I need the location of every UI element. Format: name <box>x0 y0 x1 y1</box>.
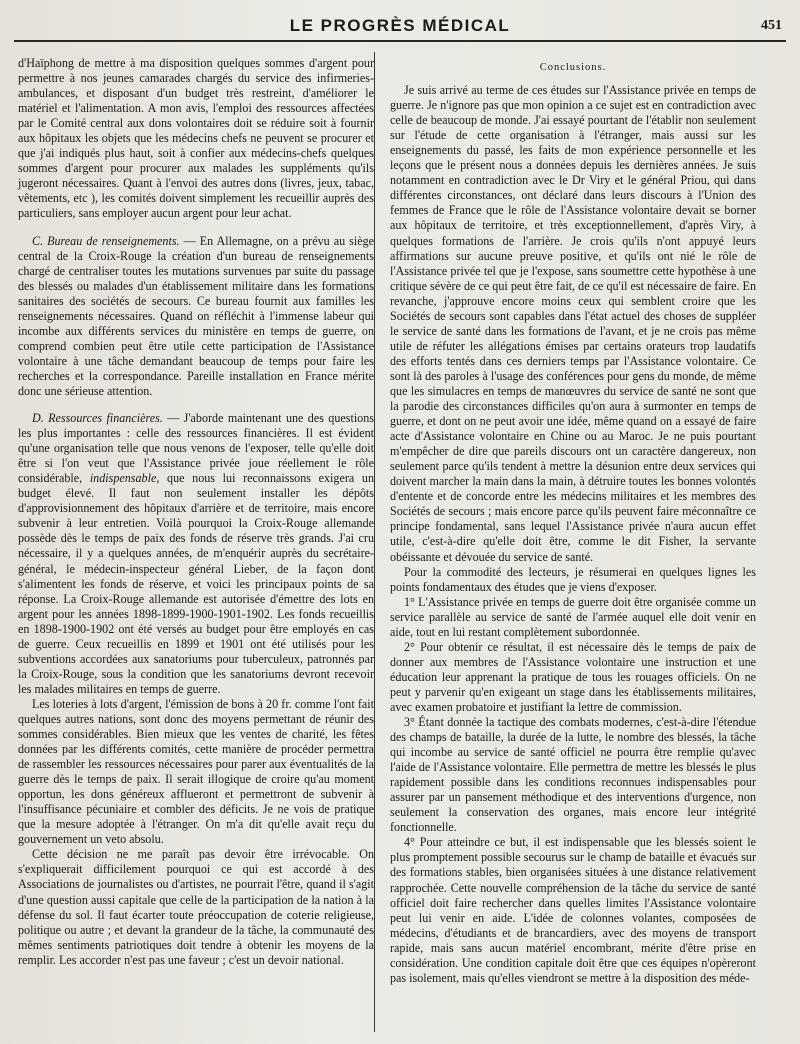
section-title-conclusions: Conclusions. <box>539 62 607 73</box>
paragraph-bureau <box>18 234 374 400</box>
page-number: 451 <box>761 18 782 33</box>
paragraph-decision: Cette décision ne me paraît pas devoir être irrévocable. On s'expliquerait difficilement pourquoi ce qui est accordé à des Associations de journalistes ou d'artistes, ne pourrait l'être, quand il s'agit d'une question aussi capitale que celle de la participation de la nation à la défense du sol. Il faut écarter toute préoccupation de coterie religieuse, politique ou autre ; et devant la grandeur de la tâche, la communauté des mêmes sentiments patriotiques doit tendre à obtenir les moyens de la remplir. Les accorder n'est pas une faveur ; c'est un devoir national. <box>18 847 374 967</box>
section-heading-c: C. Bureau de renseignements. <box>32 233 180 248</box>
right-column <box>390 56 756 986</box>
emphasis-word: indispensable <box>89 471 157 486</box>
section-heading-d: D. Ressources financières. <box>32 411 163 426</box>
point-4: 4° Pour atteindre ce but, il est indispensable que les blessés soient le plus promptement possible secourus sur le champ de bataille et évacués sur des formations stables, bien organisées situées à une distance relativement rapprochée. Cette nouvelle compréhension de la tâche du service de santé officiel doit faire rechercher dans quelles limites l'Assistance volontaire peut lui venir en aide. L'idée de colonnes volantes, composées de médecins, d'étudiants et de brancardiers, avec des moyens de transport rapide, mais sans aucun matériel encombrant, mérite d'être prise en considération. Une condition capitale doit être que ces équipes n'opèreront pas isolement, mais qu'elles viendront se mettre à la disposition des méde- <box>390 835 756 985</box>
section-d-body-a: — J'aborde maintenant une des questions les plus importantes : celle des ressources financières. Il est évident qu'une organisation telle que nous venons de l'exposer, telle qu'elle doit être si l'on veut que l'Assistance privée joue réellement le rôle considérable, <box>18 411 374 486</box>
point-3: 3° Étant donnée la tactique des combats modernes, c'est-à-dire l'étendue des champs de bataille, la durée de la lutte, le nombre des blessés, la tâche qui incombe au service de santé officiel ne pourra être remplie qu'avec l'aide de l'Assistance volontaire. Elle permettra de mettre les blessés le plus rapidement possible dans les conditions reconnues indispensables pour assurer par un pansement méthodique et des interventions d'urgence, non seulement la conservation des organes, mais encore leur intégrité fonctionnelle. <box>390 715 756 835</box>
paragraph-continuation: d'Haïphong de mettre à ma disposition quelques sommes d'argent pour permettre à nos jeunes camarades chargés du service des infirmeries-ambulances, et disposant d'un budget très restreint, d'améliorer le matériel et l'alimentation. A mon avis, l'emploi des ressources affectées par le Comité central aux dons volontaires doit se réduire soit à fournir aux hôpitaux les objets que les médecins chefs ne peuvent se procurer et que j'ai indiqués plus haut, soit à confier aux médecins-chefs quelques sommes d'argent pour procurer aux malades les suppléments qu'ils jugeront nécessaires. Quant à l'envoi des autres dons (livres, jeux, tabac, vêtements, etc ), les comités doivent simplement les recueillir auprès des particuliers, sans employer aucun argent pour leur achat. <box>18 56 374 221</box>
point-2: 2° Pour obtenir ce résultat, il est nécessaire dès le temps de paix de donner aux membres de l'Assistance volontaire une instruction et une éducation leur apprenant la pratique de tous les rouages officiels. On ne peut y parvenir qu'en exigeant un stage dans les établissements militaires, avec examen probatoire et justifiant la lettre de commission. <box>390 639 756 714</box>
paragraph-loteries: Les loteries à lots d'argent, l'émission de bons à 20 fr. comme l'ont fait quelques autres nations, sont donc des moyens permettant de réunir des sommes considérables. Bien mieux que les ventes de charité, les fêtes données par les différents comités, cette manière de procéder permettra de rassembler les ressources nécessaires pour parer aux éventualités de la guerre dès le temps de paix. Il serait illogique de croire qu'au moment opportun, les dons généreux afflueront et permettront de subvenir à l'insuffisance pécuniaire et combler des déficits. Je ne vois de pratique que la mesure adoptée à l'étranger. On m'a dit qu'elle avait reçu du gouvernement un veto absolu. <box>18 696 374 847</box>
page-header <box>14 14 786 42</box>
section-d-body-b: , que nous lui reconnaissons exigera un budget élevé. Il faut non seulement installer les dépôts d'approvisionnement des hôpitaux d'arrière et de territoire, mais encore subvenir à leur entretien. Voilà pourquoi la Croix-Rouge allemande possède dès le temps de paix des fonds de réserve très grands. J'ai cru nécessaire, il y a quelques années, de m'enquérir auprès du secrétaire-général, le médecin-inspecteur général Lieber, de la façon dont s'alimentent les fonds de réserve, et voici les principaux points de sa réponse. La Croix-Rouge allemande est autorisée d'émettre des lots en argent pour les années 1898-1899-1900-1901-1902. Les fonds recueillis en 1898-1900-1902 ont été versés au budget pour être employés en cas de guerre. Ceux recueillis en 1899 et 1901 ont été utilisés pour les subventions accordées aux sanatoriums pour tuberculeux, patronnés par la Croix-Rouge, sous la condition que les sanatoriums devront recevoir les malades militaires en temps de guerre. <box>18 471 374 696</box>
point-1: 1° L'Assistance privée en temps de guerre doit être organisée comme un service parallèle au service de santé de l'armée auquel elle doit venir en aide, tout en lui restant complètement subordonnée. <box>390 594 756 639</box>
paragraph-conclusion-intro: Je suis arrivé au terme de ces études sur l'Assistance privée en temps de guerre. Je n'ignore pas que mon opinion a ce sujet est en contradiction avec celle de beaucoup de monde. J'ai essayé pourtant de l'établir non seulement sur l'étude de cette organisation à l'étranger, mais aussi sur les enseignements du passé, les faits de mon expérience personnelle et les leçons que le présent nous a données depuis les dernières années. Je suis notamment en contradiction avec le Dr Viry et le général Priou, qui dans différentes circonstances, ont déclaré dans leurs discours à l'Union des femmes de France que le rôle de l'Assistance volontaire devait se borner aux hôpitaux de territoire, et très exceptionnellement, d'après Viry, à quelques formations de l'arrière. Je crois qu'ils n'ont appuyé leurs affirmations sur aucune preuve positive, et qu'ils ont nié le rôle de l'Assistance privée tel que je l'expose, sans soumettre cette hypothèse à une critique sévère de ce qui peut être fait, de ce qu'il est nécessaire de faire. En revanche, j'approuve encore moins ceux qui semblent croire que les Sociétés de secours sont capables dans l'état actuel des choses de suppléer le service de santé dans les formations de l'avant, et je ne crois pas même utile de réfuter les allégations émises par certains orateurs trop laudatifs des efforts tentés dans ces derniers temps par l'Assistance volontaire. Ce sont là des paroles à l'usage des conférences pour gens du monde, de même que les simulacres en temps de manœuvres du service de santé ne sont que la parodie des circonstances difficiles qu'on aura à surmonter en temps de guerre, et dont on ne peut avoir une idée, même quand on a essayé de faire acte d'Assistance volontaire en Chine ou au Maroc. Je ne puis pourtant m'empêcher de dire que pareils discours ont un caractère dangereux, non seulement parce qu'ils tendent à mettre la désunion entre deux services qui doivent marcher la main dans la main, à détruire toutes les bonnes volontés d'entente et de concorde entre les médecins militaires et les membres des Sociétés de secours ; mais encore parce qu'ils peuvent faire méconnaître ce principe fondamental, sans lequel l'Assistance privée n'aura aucun effet utile, c'est-à-dire qu'elle doit être, comme le dit Fisher, la servante obéissante et dévouée du service de santé. <box>390 83 756 564</box>
column-divider <box>374 52 375 1032</box>
left-column <box>18 56 374 968</box>
section-c-body: — En Allemagne, on a prévu au siège central de la Croix-Rouge la création d'un bureau de renseignements chargé de centraliser toutes les mutations survenues par suite du passage des blessés ou malades d'un établissement militaire dans les formations sanitaires des sociétés de secours. Ce bureau fournit aux familles les renseignements nécessaires. Quand on réfléchit à l'immense labeur qui incombe aux différents services du ministère en temps de guerre, on comprend combien peut être utile cette participation de l'Assistance volontaire à une tâche demandant beaucoup de temps pour faire les recherches et la correspondance. Pareille installation en France mérite donc une sérieuse attention. <box>18 233 374 398</box>
paragraph-ressources <box>18 411 374 697</box>
paragraph-summary-intro: Pour la commodité des lecteurs, je résumerai en quelques lignes les points fondamentaux des études que je viens d'exposer. <box>390 564 756 594</box>
journal-title: LE PROGRÈS MÉDICAL <box>289 16 511 35</box>
